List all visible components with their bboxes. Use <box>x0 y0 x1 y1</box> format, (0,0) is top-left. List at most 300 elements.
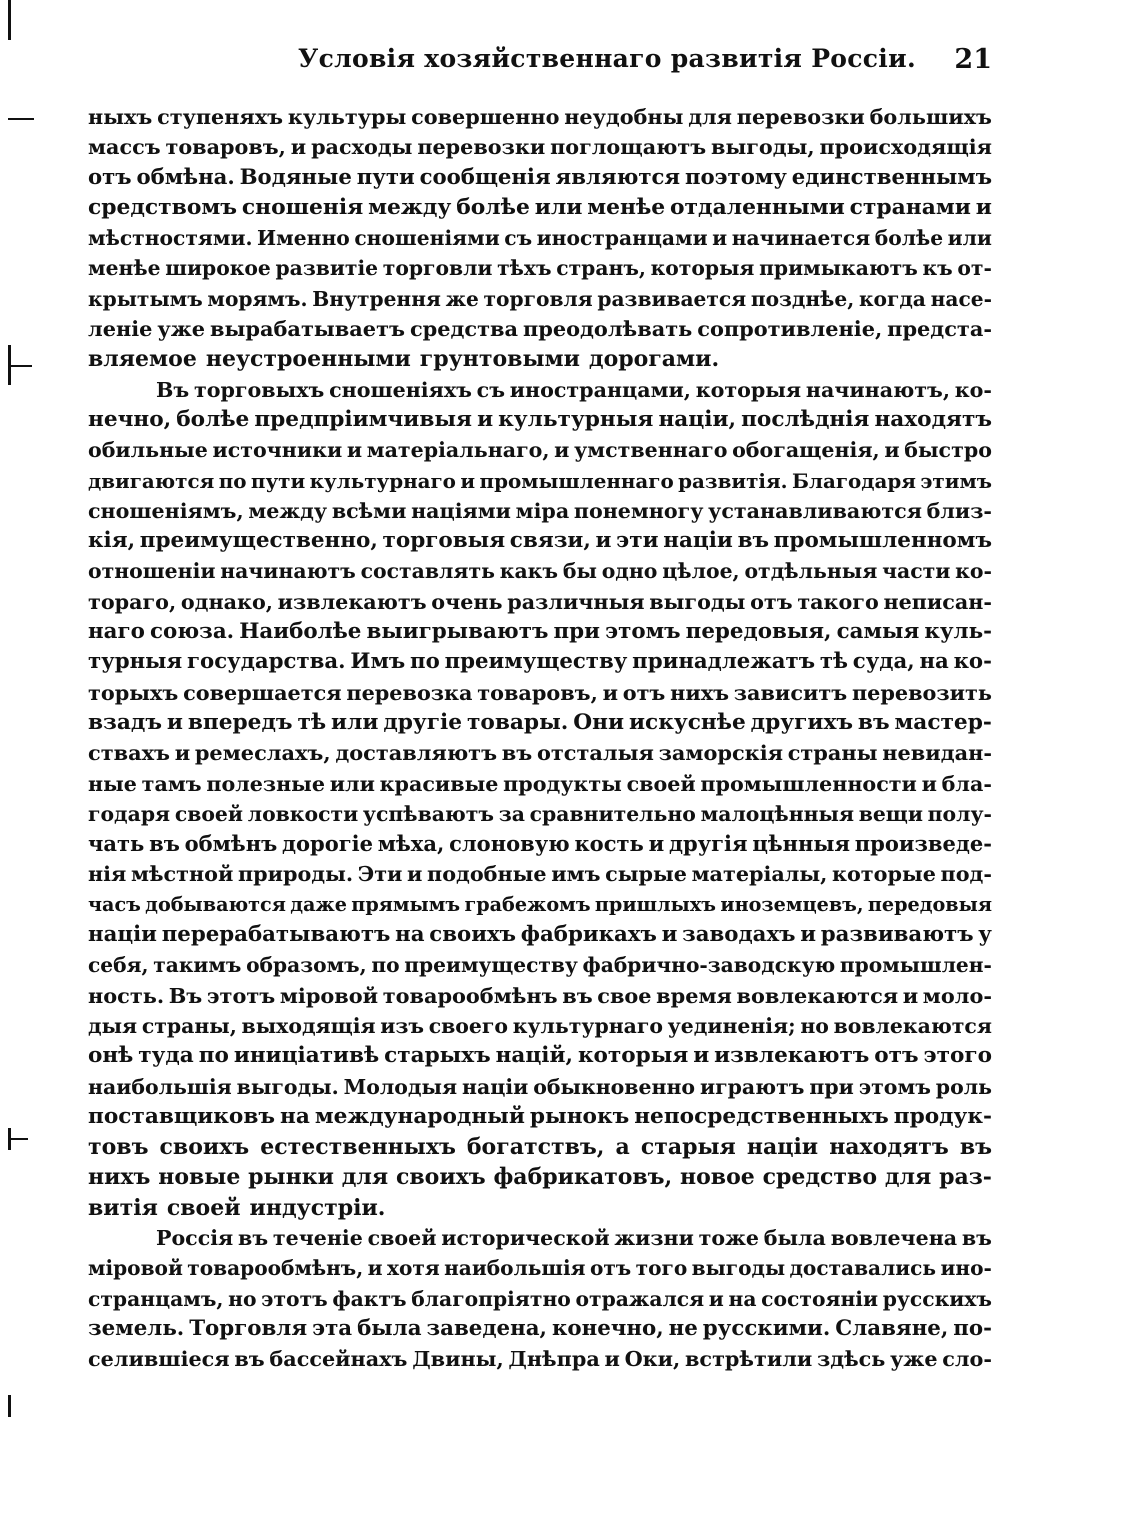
word: Водяные <box>239 164 352 190</box>
word: эта <box>312 1315 353 1341</box>
word: преимущественно, <box>139 528 378 554</box>
word: впередъ <box>187 709 293 735</box>
word: фактъ <box>332 1286 407 1311</box>
word: морямъ. <box>207 286 308 311</box>
word: своихъ <box>429 922 517 948</box>
word: успѣваютъ <box>362 801 495 826</box>
word: въ <box>149 831 180 857</box>
word: нихъ <box>88 1164 151 1191</box>
word: устанавливаются <box>708 498 922 523</box>
word: сырые <box>605 862 687 887</box>
word: на <box>395 922 425 948</box>
word: составлять <box>360 559 495 584</box>
word: отдаленными <box>670 194 845 220</box>
word: бассейнахъ <box>269 1347 408 1372</box>
word: культурнаго <box>512 1013 663 1038</box>
word: находятъ <box>874 406 992 432</box>
word: сношеніямъ, <box>88 498 244 523</box>
word: была <box>763 1225 826 1250</box>
word: бла- <box>941 771 992 796</box>
word: искуснѣе <box>628 709 746 735</box>
word: болѣе <box>874 226 944 251</box>
word: такого <box>797 589 879 614</box>
word: и <box>708 1286 724 1311</box>
word: ловкости <box>247 801 359 826</box>
word: мѣстной <box>130 862 234 887</box>
text-line <box>88 1314 992 1344</box>
text-line <box>88 617 992 647</box>
text-line <box>88 678 992 708</box>
word: и <box>290 135 307 160</box>
word: мѣстностями. <box>88 226 253 251</box>
word: витія <box>88 1194 158 1221</box>
word: связи, <box>509 528 591 554</box>
word: добываются <box>145 892 286 916</box>
word: развитія. <box>678 468 788 493</box>
word: годаря <box>88 801 171 826</box>
word: международный <box>314 1103 525 1129</box>
text-line <box>88 435 992 465</box>
word: двигаются <box>88 468 215 493</box>
word: странцамъ, <box>88 1286 224 1311</box>
word: между <box>248 498 328 523</box>
word: къ <box>922 256 953 281</box>
word: и <box>595 528 612 554</box>
word: или <box>947 226 992 251</box>
word: передовыя, <box>685 619 832 645</box>
text-line <box>88 556 992 586</box>
text-line <box>88 647 992 677</box>
word: пути <box>250 468 306 493</box>
word: этомъ <box>858 1074 931 1099</box>
text-line <box>88 1344 992 1374</box>
word: тѣ <box>819 649 848 675</box>
word: отъ <box>874 1043 919 1069</box>
word: индустріи. <box>249 1194 386 1221</box>
word: націй, <box>495 1043 573 1069</box>
word: образомъ, <box>246 953 367 978</box>
word: странами <box>849 194 971 220</box>
word: красивые <box>379 771 499 796</box>
word: изъ <box>380 1013 425 1038</box>
word: но <box>800 1013 829 1038</box>
word: вляемое <box>88 346 197 373</box>
word: цѣнныя <box>752 831 850 857</box>
word: была <box>357 1315 422 1341</box>
word: менѣе <box>587 194 666 220</box>
word: и <box>800 922 817 948</box>
word: тамъ <box>141 771 202 796</box>
word: государства. <box>187 649 346 675</box>
word: Внутрення <box>312 286 441 311</box>
word: развивается <box>597 286 747 311</box>
word: дорогіе <box>282 831 373 857</box>
word: дыя <box>88 1013 138 1038</box>
word: въ <box>737 528 769 554</box>
word: очень <box>431 589 503 614</box>
word: культурнаго <box>309 468 456 493</box>
word: кія, <box>88 528 136 554</box>
word: своихъ <box>395 1164 486 1191</box>
word: крытымъ <box>88 286 203 311</box>
word: массъ <box>88 135 161 160</box>
text-line <box>88 314 992 344</box>
word: извлекаютъ <box>277 589 427 614</box>
word: совершается <box>183 679 342 705</box>
word: начинаютъ <box>220 559 356 584</box>
word: пути <box>356 164 415 190</box>
word: отъ <box>88 164 132 190</box>
word: менѣе <box>88 256 161 281</box>
word: суда, <box>852 649 915 675</box>
word: торговыя <box>382 528 506 554</box>
word: бы <box>562 559 597 584</box>
word: взадъ <box>88 709 162 735</box>
text-line <box>88 829 992 859</box>
word: прямымъ <box>351 892 461 916</box>
word: обильные <box>88 438 208 463</box>
word: благопріятно <box>411 1286 571 1311</box>
word: конечно, <box>551 1315 664 1341</box>
word: поглощаютъ <box>550 135 707 160</box>
word: уединенія; <box>667 1013 796 1038</box>
word: которыя <box>577 1043 689 1069</box>
text-line <box>88 375 992 405</box>
word: начинаютъ, <box>805 377 951 402</box>
word: ко- <box>954 377 992 402</box>
word: въ <box>961 1225 992 1250</box>
word: для <box>884 1164 932 1191</box>
word: самыя <box>836 619 920 645</box>
word: всѣми <box>331 498 407 523</box>
word: рынокъ <box>529 1103 630 1129</box>
word: продукты <box>503 771 622 796</box>
text-line <box>88 859 992 889</box>
word: Въ <box>168 982 203 1008</box>
word: съ <box>476 377 506 402</box>
margin-mark <box>8 118 34 120</box>
text-line <box>88 890 992 920</box>
text-line <box>88 466 992 496</box>
word: насе- <box>930 286 992 311</box>
word: части <box>882 559 951 584</box>
word: ныхъ <box>88 105 153 129</box>
word: другихъ <box>750 709 853 735</box>
word: страны, <box>141 1013 237 1038</box>
word: при <box>553 619 600 645</box>
running-title: Условія хозяйственнаго развитія Россіи. <box>298 44 916 73</box>
word: и <box>174 740 191 766</box>
word: обыкновенно <box>533 1074 696 1099</box>
word: начинается <box>731 226 871 251</box>
word: вещи <box>858 801 923 826</box>
word: своей <box>367 1225 437 1250</box>
word: и <box>554 438 570 463</box>
word: уже <box>890 1347 938 1372</box>
word: тѣхъ <box>497 256 552 281</box>
word: торговыхъ <box>193 377 325 402</box>
text-line <box>88 496 992 526</box>
word: старыхъ <box>384 1043 491 1069</box>
word: единственнымъ <box>791 164 992 190</box>
page-number: 21 <box>954 44 992 75</box>
word: пришлыхъ <box>594 892 717 916</box>
word: не <box>668 1315 698 1341</box>
word: и <box>166 709 183 735</box>
word: болѣе <box>456 194 530 220</box>
word: же <box>445 286 479 311</box>
word: другіе <box>383 709 463 735</box>
word: своей <box>626 771 696 796</box>
word: по <box>198 1043 229 1069</box>
word: перерабатываютъ <box>161 922 391 948</box>
word: слоновую <box>449 831 570 857</box>
word: при <box>809 1074 854 1099</box>
word: Оки, <box>624 1347 681 1372</box>
word: иноземцевъ, <box>720 892 864 916</box>
word: непосредственныхъ <box>634 1103 889 1129</box>
word: русскихъ <box>882 1286 992 1311</box>
word: принадлежатъ <box>632 649 816 675</box>
text-line <box>88 526 992 556</box>
word: міровой <box>279 982 379 1008</box>
word: одно <box>601 559 658 584</box>
word: этимъ <box>920 468 992 493</box>
word: развитіе <box>275 256 379 281</box>
word: быстро <box>904 438 992 463</box>
text-line <box>88 587 992 617</box>
word: сношенія <box>241 194 364 220</box>
word: когда <box>858 286 926 311</box>
word: Россія <box>156 1225 234 1250</box>
word: понемногу <box>573 498 704 523</box>
word: фабрикахъ <box>520 922 657 948</box>
word: совершенно <box>411 105 560 129</box>
word: развиваютъ <box>820 922 974 948</box>
word: предпріимчивыя <box>254 406 473 432</box>
word: являются <box>555 164 681 190</box>
word: и <box>367 1256 383 1281</box>
word: въ <box>562 982 593 1008</box>
word: отъ <box>750 589 793 614</box>
word: русскими. <box>702 1315 831 1341</box>
word: ствахъ <box>88 740 171 766</box>
word: товарообмѣнъ, <box>187 1256 364 1281</box>
word: товаровъ, <box>477 679 598 705</box>
text-line <box>88 1102 992 1132</box>
word: для <box>688 105 732 129</box>
word: свое <box>597 982 652 1008</box>
word: поэтому <box>684 164 787 190</box>
text-line <box>88 1072 992 1102</box>
word: товъ <box>88 1134 149 1161</box>
scan-margin-marks <box>0 0 40 1534</box>
word: неустроенными <box>205 346 411 373</box>
word: зависитъ <box>733 679 848 705</box>
word: въ <box>959 1134 992 1161</box>
word: умственнаго <box>574 438 728 463</box>
word: культуры <box>287 105 407 129</box>
word: имъ <box>551 862 601 887</box>
word: фабрично-заводскую <box>582 953 836 978</box>
word: предста- <box>887 316 992 342</box>
word: неудобны <box>564 105 684 129</box>
word: за <box>498 801 525 826</box>
word: заморскія <box>658 740 784 766</box>
word: большихъ <box>869 105 992 129</box>
word: или <box>331 709 379 735</box>
text-line <box>88 1132 992 1162</box>
word: страны <box>787 740 878 766</box>
word: вовлекаются <box>736 982 899 1008</box>
word: этомъ <box>605 619 681 645</box>
word: малоцѣнныя <box>700 801 854 826</box>
margin-mark <box>8 0 11 40</box>
word: турныя <box>88 649 183 675</box>
word: съ <box>504 226 533 251</box>
text-line <box>88 405 992 435</box>
word: сопротивленіе, <box>697 316 883 342</box>
word: и <box>602 679 618 705</box>
word: заведена, <box>426 1315 547 1341</box>
word: богатствъ, <box>466 1134 605 1161</box>
word: доставляютъ <box>335 740 498 766</box>
word: промышленнаго <box>479 468 674 493</box>
text-line <box>88 102 992 132</box>
word: Молодыя <box>343 1074 458 1099</box>
word: Эти <box>357 862 403 887</box>
word: перевозить <box>851 679 992 705</box>
word: нихъ <box>670 679 730 705</box>
word: грунтовыми <box>419 346 580 373</box>
word: играютъ <box>699 1074 805 1099</box>
word: по <box>218 468 247 493</box>
word: уже <box>157 316 206 342</box>
word: рынки <box>248 1164 334 1191</box>
word: сообщенія <box>419 164 551 190</box>
word: по <box>371 953 400 978</box>
text-line <box>88 1041 992 1071</box>
word: ко- <box>955 559 992 584</box>
word: по- <box>953 1315 992 1341</box>
margin-mark <box>8 1395 11 1417</box>
word: и <box>693 1043 710 1069</box>
margin-mark <box>8 365 32 367</box>
word: даже <box>290 892 347 916</box>
word: селившіеся <box>88 1347 230 1372</box>
word: нія <box>88 862 127 887</box>
word: естественныхъ <box>260 1134 456 1161</box>
word: на <box>728 1286 757 1311</box>
word: исторической <box>441 1225 610 1250</box>
word: Благодаря <box>791 468 916 493</box>
word: наго <box>88 619 145 645</box>
text-line <box>88 253 992 283</box>
word: а <box>615 1134 630 1161</box>
word: иностранцами <box>536 226 708 251</box>
word: націи <box>462 1074 529 1099</box>
word: широкое <box>165 256 271 281</box>
word: промышлен- <box>839 953 992 978</box>
word: и <box>884 438 900 463</box>
word: сношеніяхъ <box>329 377 472 402</box>
word: матеріальнаго, <box>366 438 550 463</box>
word: сношеніями <box>354 226 500 251</box>
word: Именно <box>257 226 350 251</box>
word: здѣсь <box>817 1347 886 1372</box>
word: расходы <box>311 135 413 160</box>
word: от- <box>957 256 992 281</box>
word: въ <box>857 709 890 735</box>
word: доставались <box>789 1256 937 1281</box>
word: цѣлое, <box>662 559 740 584</box>
word: неписан- <box>883 589 992 614</box>
word: хотя <box>386 1256 440 1281</box>
word: ко- <box>953 649 992 675</box>
word: Днѣпра <box>508 1347 600 1372</box>
word: между <box>368 194 452 220</box>
word: вовлекаются <box>833 1013 992 1038</box>
text-line <box>88 223 992 253</box>
word: у <box>978 922 992 948</box>
word: выгоды. <box>236 1074 339 1099</box>
word: и <box>712 226 728 251</box>
word: торговля <box>483 286 593 311</box>
word: происходящія <box>819 135 992 160</box>
text-line <box>88 1011 992 1041</box>
word: передовыя <box>867 892 992 916</box>
text-line <box>88 193 992 223</box>
word: вовлечена <box>830 1225 958 1250</box>
word: того <box>635 1256 688 1281</box>
word: преимуществу <box>404 953 578 978</box>
word: и <box>604 1347 620 1372</box>
word: теченіе <box>272 1225 363 1250</box>
word: средства <box>409 316 519 342</box>
word: перевозка <box>346 679 473 705</box>
word: странъ, <box>556 256 646 281</box>
word: поставщиковъ <box>88 1103 275 1129</box>
word: заводахъ <box>682 922 796 948</box>
word: новое <box>680 1164 755 1191</box>
text-line <box>88 738 992 768</box>
word: источники <box>212 438 343 463</box>
word: своей <box>174 801 243 826</box>
word: средствомъ <box>88 194 238 220</box>
word: средство <box>762 1164 878 1191</box>
word: своей <box>166 1194 241 1221</box>
word: въ <box>238 1225 269 1250</box>
word: и <box>460 468 476 493</box>
word: вырабатываетъ <box>210 316 405 342</box>
word: выигрываютъ <box>366 619 549 645</box>
word: время <box>656 982 732 1008</box>
word: встрѣтили <box>685 1347 813 1372</box>
word: новые <box>158 1164 241 1191</box>
word: матеріалы, <box>691 862 828 887</box>
word: старыя <box>640 1134 736 1161</box>
word: міра <box>515 498 570 523</box>
text-line <box>88 1162 992 1192</box>
word: преимуществу <box>444 649 628 675</box>
word: послѣднія <box>741 406 870 432</box>
word: или <box>329 771 375 796</box>
word: націи <box>663 528 733 554</box>
word: своего <box>428 1013 509 1038</box>
word: иниціативѣ <box>233 1043 380 1069</box>
word: Славяне, <box>835 1315 949 1341</box>
word: себя, <box>88 953 149 978</box>
